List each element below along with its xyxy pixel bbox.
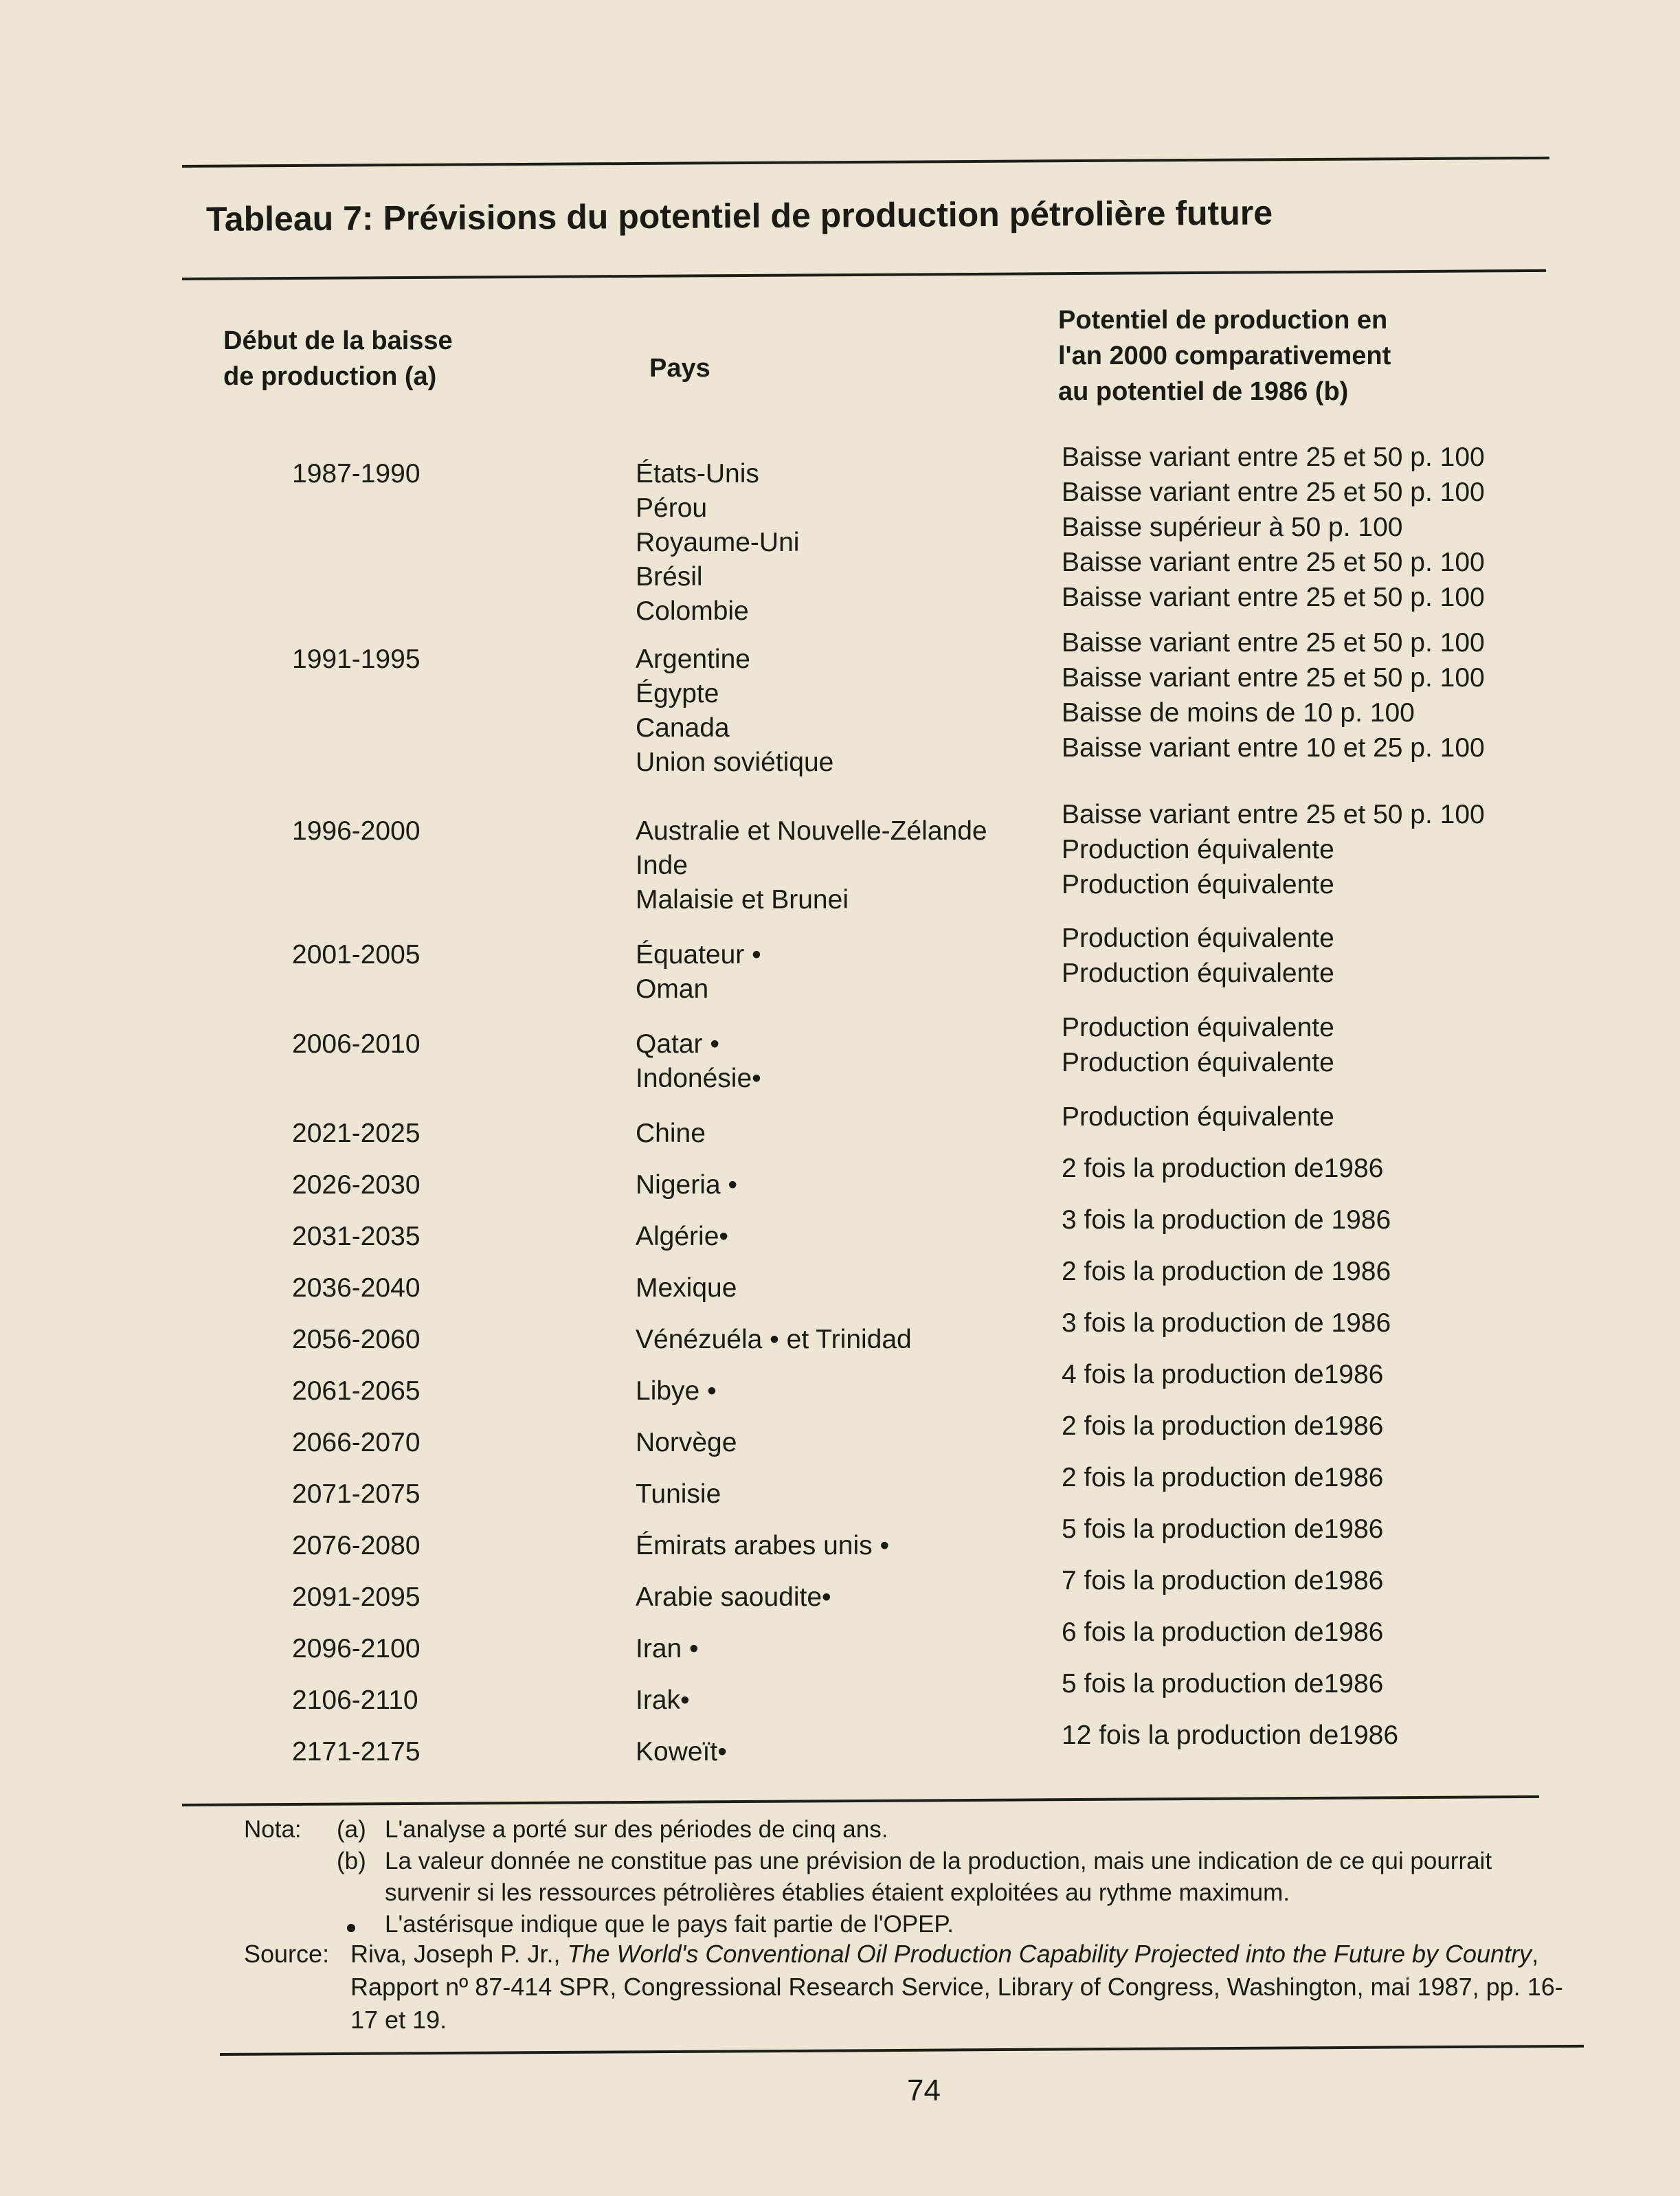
country-name: Mexique <box>636 1273 737 1303</box>
row-period: 2021-2025 <box>292 1119 421 1148</box>
note-asterisk-text: L'astérisque indique que le pays fait partie de l'OPEP. <box>385 1911 954 1938</box>
note-a-text: L'analyse a porté sur des périodes de cinq ans. <box>385 1816 888 1843</box>
country-name: Iran • <box>636 1634 699 1663</box>
potential-value: Baisse de moins de 10 p. 100 <box>1062 698 1415 728</box>
row-potential-values <box>1062 1151 1383 1186</box>
note-a <box>244 1814 1563 1846</box>
country-name: Royaume-Uni <box>636 528 800 557</box>
note-a-mark: (a) <box>337 1816 366 1843</box>
header-start-line: Début de la baisse <box>223 326 453 355</box>
potential-value: 4 fois la production de1986 <box>1062 1360 1384 1389</box>
row-period: 2061-2065 <box>292 1376 421 1406</box>
country-name: Vénézuéla • et Trinidad <box>636 1325 912 1354</box>
potential-value: Production équivalente <box>1062 1102 1334 1132</box>
potential-value: 2 fois la production de 1986 <box>1062 1257 1391 1286</box>
row-potential-values <box>1062 1512 1383 1547</box>
row-countries <box>636 1683 690 1718</box>
header-potential-line: l'an 2000 comparativement <box>1058 341 1391 370</box>
row-period: 2076-2080 <box>292 1531 421 1560</box>
country-name: Oman <box>636 974 709 1004</box>
country-name: Irak• <box>636 1685 690 1715</box>
row-countries <box>636 457 799 629</box>
potential-value: Production équivalente <box>1062 959 1334 988</box>
country-name: Canada <box>636 713 730 743</box>
row-countries <box>636 1426 737 1460</box>
row-potential-values <box>1062 1010 1334 1080</box>
notes-label: Nota: <box>244 1816 302 1843</box>
row-countries <box>636 1323 912 1357</box>
row-period: 2006-2010 <box>292 1029 421 1059</box>
row-potential-values <box>1062 1409 1383 1444</box>
country-name: Algérie• <box>636 1222 729 1251</box>
row-countries <box>636 1735 727 1769</box>
potential-value: Baisse variant entre 25 et 50 p. 100 <box>1062 548 1485 577</box>
row-potential-values <box>1062 1615 1383 1650</box>
potential-value: 2 fois la production de1986 <box>1062 1154 1384 1183</box>
bullet-icon <box>347 1909 355 1940</box>
country-name: Nigeria • <box>636 1170 738 1200</box>
potential-value: 5 fois la production de1986 <box>1062 1514 1384 1544</box>
potential-value: Baisse variant entre 25 et 50 p. 100 <box>1062 478 1485 507</box>
row-period: 2036-2040 <box>292 1273 421 1303</box>
bottom-rule <box>220 2045 1584 2056</box>
row-period: 2026-2030 <box>292 1170 421 1200</box>
row-countries <box>636 1529 889 1563</box>
country-name: Union soviétique <box>636 748 834 777</box>
row-potential-values <box>1062 440 1485 615</box>
row-potential-values <box>1062 1357 1383 1392</box>
column-header-country: Pays <box>649 354 710 383</box>
row-potential-values <box>1062 1666 1383 1701</box>
row-countries <box>636 1271 737 1306</box>
source-block <box>244 1938 1570 2037</box>
notes-block <box>244 1814 1563 1940</box>
column-header-potential <box>1058 302 1539 410</box>
header-start-line: de production (a) <box>223 362 437 391</box>
country-name: États-Unis <box>636 459 759 489</box>
potential-value: 2 fois la production de1986 <box>1062 1463 1384 1492</box>
source-author: Riva, Joseph P. Jr., <box>350 1940 568 1968</box>
potential-value: Baisse supérieur à 50 p. 100 <box>1062 513 1403 542</box>
country-name: Inde <box>636 851 688 880</box>
top-rule <box>182 157 1549 168</box>
row-period: 1991-1995 <box>292 645 421 674</box>
row-potential-values <box>1062 1563 1383 1598</box>
row-period: 2031-2035 <box>292 1222 421 1251</box>
row-period: 2091-2095 <box>292 1582 421 1612</box>
note-b <box>244 1846 1563 1909</box>
row-period: 1996-2000 <box>292 816 421 846</box>
row-potential-values <box>1062 1254 1391 1289</box>
note-asterisk <box>244 1909 1563 1940</box>
country-name: Malaisie et Brunei <box>636 885 849 915</box>
row-countries <box>636 1580 831 1615</box>
potential-value: Baisse variant entre 25 et 50 p. 100 <box>1062 663 1485 693</box>
country-name: Pérou <box>636 493 708 523</box>
country-name: Équateur • <box>636 940 761 970</box>
potential-value: Production équivalente <box>1062 870 1334 899</box>
potential-value: 3 fois la production de 1986 <box>1062 1205 1391 1235</box>
country-name: Chine <box>636 1119 706 1148</box>
country-name: Arabie saoudite• <box>636 1582 831 1612</box>
potential-value: 3 fois la production de 1986 <box>1062 1308 1391 1338</box>
notes-rule <box>182 1795 1539 1806</box>
potential-value: Baisse variant entre 10 et 25 p. 100 <box>1062 733 1485 763</box>
source-label: Source: <box>244 1940 330 1968</box>
row-potential-values <box>1062 1099 1334 1134</box>
row-countries <box>636 1477 721 1512</box>
row-period: 2001-2005 <box>292 940 421 970</box>
potential-value: Production équivalente <box>1062 1048 1334 1077</box>
potential-value: Baisse variant entre 25 et 50 p. 100 <box>1062 442 1485 472</box>
country-name: Libye • <box>636 1376 717 1406</box>
potential-value: Production équivalente <box>1062 1013 1334 1042</box>
potential-value: Baisse variant entre 25 et 50 p. 100 <box>1062 583 1485 612</box>
country-name: Koweït• <box>636 1737 727 1767</box>
country-name: Colombie <box>636 596 749 626</box>
row-period: 2066-2070 <box>292 1428 421 1457</box>
note-b-mark: (b) <box>337 1848 366 1874</box>
country-name: Émirats arabes unis • <box>636 1531 890 1560</box>
potential-value: 2 fois la production de1986 <box>1062 1411 1384 1441</box>
row-countries <box>636 938 761 1007</box>
country-name: Tunisie <box>636 1479 721 1509</box>
row-countries <box>636 642 833 780</box>
country-name: Qatar • <box>636 1029 720 1059</box>
country-name: Indonésie• <box>636 1064 761 1093</box>
row-period: 2096-2100 <box>292 1634 421 1663</box>
header-potential-line: Potentiel de production en <box>1058 306 1388 335</box>
row-potential-values <box>1062 797 1485 902</box>
table-title: Tableau 7: Prévisions du potentiel de production pétrolière future <box>205 193 1273 238</box>
title-rule <box>182 269 1546 280</box>
country-name: Norvège <box>636 1428 737 1457</box>
row-countries <box>636 1027 761 1096</box>
country-name: Égypte <box>636 679 719 708</box>
column-header-start <box>223 323 608 394</box>
row-potential-values <box>1062 1306 1391 1341</box>
row-countries <box>636 1117 706 1151</box>
row-countries <box>636 1220 728 1254</box>
potential-value: Production équivalente <box>1062 835 1334 864</box>
row-potential-values <box>1062 921 1334 991</box>
row-potential-values <box>1062 1202 1391 1237</box>
country-name: Argentine <box>636 645 750 674</box>
country-name: Australie et Nouvelle-Zélande <box>636 816 987 846</box>
row-period: 1987-1990 <box>292 459 421 489</box>
row-period: 2056-2060 <box>292 1325 421 1354</box>
row-potential-values <box>1062 625 1485 765</box>
potential-value: Production équivalente <box>1062 923 1334 953</box>
row-period: 2171-2175 <box>292 1737 421 1767</box>
potential-value: 7 fois la production de1986 <box>1062 1566 1384 1595</box>
row-potential-values <box>1062 1460 1383 1495</box>
row-countries <box>636 814 987 917</box>
source-text <box>350 1938 1570 2037</box>
row-potential-values <box>1062 1718 1398 1753</box>
row-countries <box>636 1632 699 1666</box>
source-details: , Rapport nº 87-414 SPR, Congressional Research Service, Library of Congress, Washington, mai 1987, pp. 16-17 et 19. <box>350 1940 1563 2034</box>
potential-value: 6 fois la production de1986 <box>1062 1617 1384 1647</box>
potential-value: Baisse variant entre 25 et 50 p. 100 <box>1062 628 1485 658</box>
potential-value: 12 fois la production de1986 <box>1062 1721 1399 1750</box>
note-b-text: La valeur donnée ne constitue pas une prévision de la production, mais une indication de ce qui pourrait survenir si les ressources pétrolières établies étaient exploitées au rythme maximum. <box>385 1848 1492 1906</box>
country-name: Brésil <box>636 562 703 592</box>
header-potential-line: au potentiel de 1986 (b) <box>1058 377 1349 406</box>
row-period: 2071-2075 <box>292 1479 421 1509</box>
potential-value: 5 fois la production de1986 <box>1062 1669 1384 1699</box>
row-countries <box>636 1374 717 1409</box>
row-countries <box>636 1168 737 1202</box>
page-number: 74 <box>907 2074 941 2107</box>
source-work-title: The World's Conventional Oil Production Capability Projected into the Future by Country <box>567 1940 1532 1968</box>
row-period: 2106-2110 <box>292 1685 418 1715</box>
potential-value: Baisse variant entre 25 et 50 p. 100 <box>1062 800 1485 829</box>
